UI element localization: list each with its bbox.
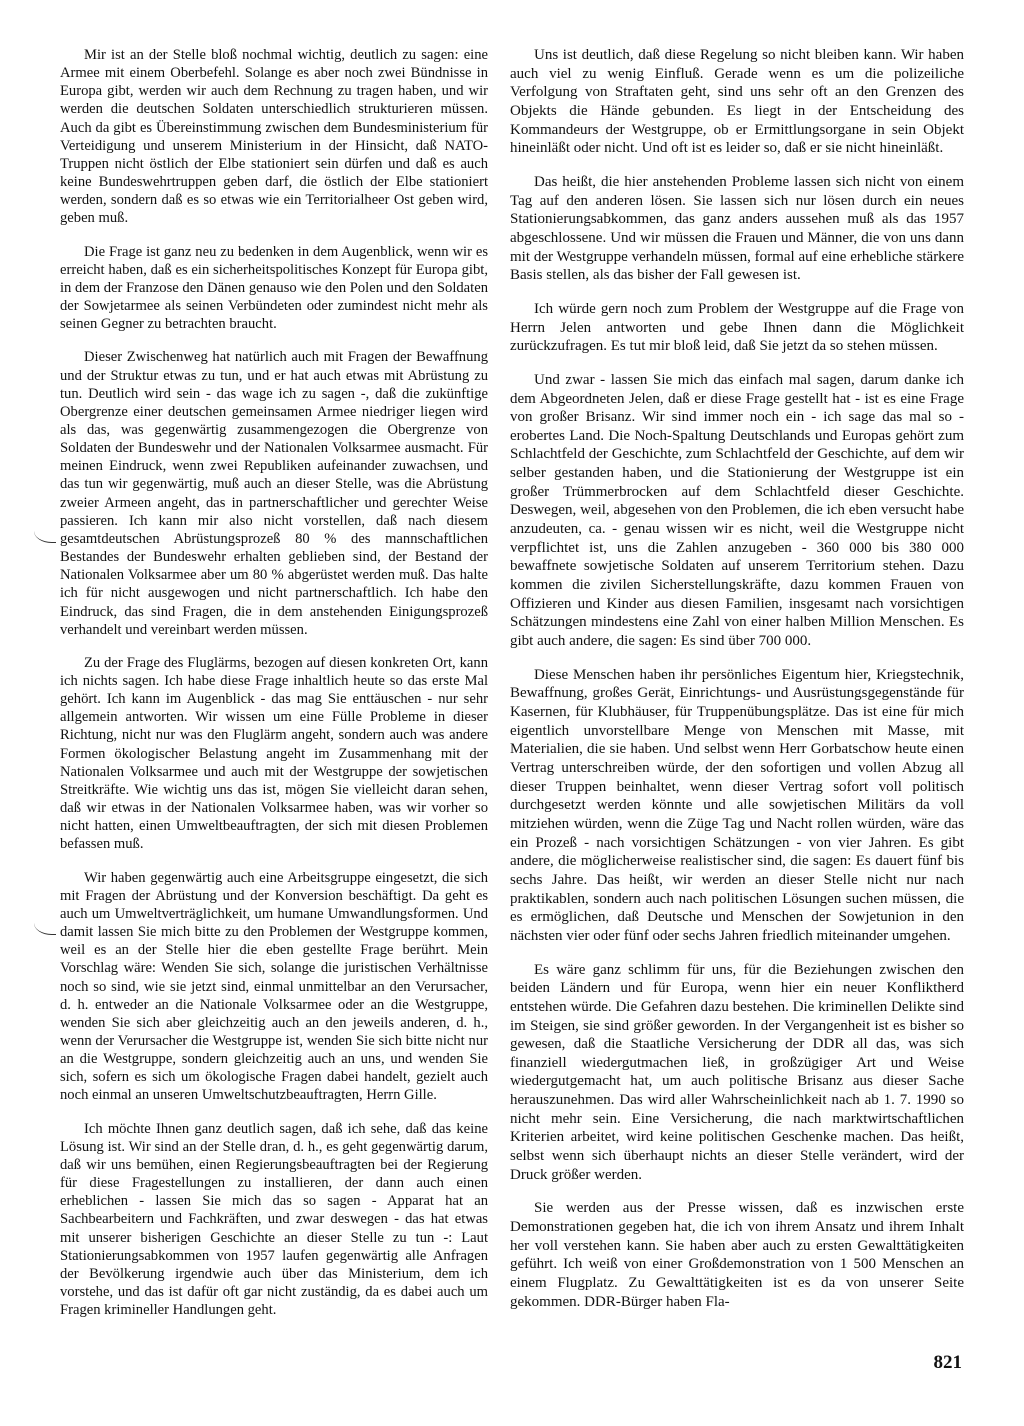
paragraph: Mir ist an der Stelle bloß nochmal wichtig, deutlich zu sagen: eine Armee mit einem Oberbefehl. Solange es aber noch zwei Bündnisse in Europa gibt, werden wir auch dem Rechnung zu tragen haben, und wir werden die deutschen Soldaten unterschiedlich strukturieren müssen. Auch da gibt es Übereinstimmung zwischen dem Bundesministerium für Verteidigung und unserem Ministerium in der Hinsicht, daß NATO-Truppen nicht östlich der Elbe stationiert sein dürfen und daß es auch keine Bundeswehrtruppen geben darf, die östlich der Elbe stationiert werden, sondern daß es so etwas wie ein Territorialheer Ost geben wird, geben muß. [60,47,488,227]
paragraph: Die Frage ist ganz neu zu bedenken in dem Augenblick, wenn wir es erreicht haben, daß es ein sicherheitspolitisches Konzept für Europa gibt, in dem der Franzose den Dänen genauso wie den Polen und den Soldaten der Sowjetarmee als seinen Verbündeten oder zumindest nicht mehr als seinen Gegner zu betrachten braucht. [60,243,488,333]
paragraph: Uns ist deutlich, daß diese Regelung so nicht bleiben kann. Wir haben auch viel zu wenig Einfluß. Gerade wenn es um die polizeiliche Verfolgung von Straftaten geht, sind uns sehr oft an den Grenzen des Objekts die Hände gebunden. Es liegt in der Entscheidung des Kommandeurs der Westgruppe, ob er Ermittlungsorgane in sein Objekt hineinläßt oder nicht. Und oft ist es leider so, daß er sie nicht hineinläßt. [510,47,964,157]
paragraph: Es wäre ganz schlimm für uns, für die Beziehungen zwischen den beiden Ländern und für Europa, wenn hier ein neuer Konfliktherd entstehen würde. Die Gefahren dazu bestehen. Die kriminellen Delikte sind im Steigen, sie sind größer geworden. In der Vergangenheit ist es bisher so gewesen, daß die Staatliche Versicherung der DDR all das, was sich finanziell wiedergutmachen ließ, in großzügiger Art und Weise wiedergutgemacht hat, um auch politische Brisanz aus dieser Sache herauszunehmen. Das wird aller Wahrscheinlichkeit nach ab 1. 7. 1990 so nicht mehr sein. Eine Versicherung, die nach marktwirtschaftlichen Kriterien arbeitet, wird keine politischen Geschenke machen. Das heißt, selbst wenn sich überhaupt nichts an dieser Stelle verändert, wird der Druck größer werden. [510,961,964,1183]
paragraph: Wir haben gegenwärtig auch eine Arbeitsgruppe eingesetzt, die sich mit Fragen der Abrüstung und der Konversion beschäftigt. Da geht es auch um Umweltverträglichkeit, um humane Umwandlungsformen. Und damit lassen Sie mich bitte zu den Problemen der Westgruppe kommen, weil es an der Stelle hier die eben gestellte Frage berührt. Mein Vorschlag wäre: Wenden Sie sich, solange die juristischen Verhältnisse noch so sind, wie sie jetzt sind, einmal unmittelbar an den Verursacher, d. h. entweder an die Nationale Volksarmee oder an die Westgruppe, wenden Sie sich aber gleichzeitig auch an den jeweils anderen, d. h., wenn der Verursacher die Westgruppe ist, wenden Sie sich bitte nicht nur an die Westgruppe, sondern gleichzeitig auch an uns, und wenden Sie sich, sofern es sich um ökologische Fragen dabei handelt, gezielt auch noch einmal an unseren Umweltschutzbeauftragten, Herrn Gille. [60,869,488,1104]
left-column [60,46,488,1334]
paragraph: Ich möchte Ihnen ganz deutlich sagen, daß ich sehe, daß das keine Lösung ist. Wir sind an der Stelle dran, d. h., es geht gegenwärtig darum, daß wir uns bemühen, einen Regierungsbeauftragten bei der Regierung für diese Fragestellungen zu installieren, der dann auch einen erheblichen - lassen Sie mich das so sagen - Apparat hat an Sachbearbeitern und Fachkräften, und zwar deswegen - das hat etwas mit unserer bisherigen Geschichte an dieser Stelle zu tun -: Laut Stationierungsabkommen von 1957 laufen gegenwärtig alle Anfragen der Bevölkerung irgendwie auch über das Ministerium, dem ich vorstehe, und das ist dafür oft gar nicht zuständig, da es dabei auch um Fragen krimineller Handlungen geht. [60,1120,488,1319]
paragraph: Diese Menschen haben ihr persönliches Eigentum hier, Kriegstechnik, Bewaffnung, großes Gerät, Einrichtungs- und Ausrüstungsgegenstände für Kasernen, für Klubhäuser, für Truppenübungsplätze. Das ist eine für mich eigentlich unvorstellbare Menge von Menschen mit Masse, mit Materialien, die sie haben. Und selbst wenn Herr Gorbatschow heute einen Vertrag unterschreiben würde, der den sofortigen und vollen Abzug all dieser Truppen beinhaltet, wenn dieser Vertrag sofort voll politisch durchgesetzt werden könnte und alle sowjetischen Militärs da voll mitziehen würden, wenn die Züge Tag und Nacht rollen würden, wäre das ein Prozeß - nach vorsichtigen Schätzungen - von vier Jahren. Es gibt andere, die möglicherweise realistischer sind, die sagen: Es dauert fünf bis sechs Jahre. Das heißt, wir werden an dieser Stelle nicht nur nach praktikablen, sondern auch nach politischen Lösungen suchen müssen, die es ermöglichen, daß Deutsche und Menschen der Sowjetunion in den nächsten vier oder fünf oder sechs Jahren friedlich miteinander umgehen. [510,666,964,944]
paragraph: Zu der Frage des Fluglärms, bezogen auf diesen konkreten Ort, kann ich nichts sagen. Ich habe diese Frage inhaltlich heute so das erste Mal gehört. Ich kann im Augenblick - das mag Sie enttäuschen - nur sehr allgemein antworten. Wir wissen um eine Fülle Probleme in dieser Richtung, nicht nur was den Fluglärm angeht, sondern auch was andere Formen ökologischer Belastung angeht im Zusammenhang mit der Nationalen Volksarmee und auch mit der Westgruppe der sowjetischen Streitkräfte. Wie wichtig uns das ist, mögen Sie vielleicht daran sehen, daß wir etwas in der Nationalen Volksarmee haben, was wir vorher so nicht hatten, einen Umweltbeauftragten, der sich mit diesen Problemen befassen muß. [60,654,488,853]
paragraph: Sie werden aus der Presse wissen, daß es inzwischen erste Demonstrationen gegeben hat, die ich von ihrem Ansatz und ihrem Inhalt her voll verstehen kann. Sie haben aber auch zu ersten Gewalttätigkeiten geführt. Ich weiß von einer Großdemonstration von 1 500 Menschen an einem Flugplatz. Zu Gewalttätigkeiten ist es da von unserer Seite gekommen. DDR-Bürger haben Fla- [510,1200,964,1310]
paragraph: Das heißt, die hier anstehenden Probleme lassen sich nicht von einem Tag auf den anderen lösen. Sie lassen sich nur lösen durch ein neues Stationierungsabkommen, das ganz anders aussehen muß als das 1957 abgeschlossene. Und wir müssen die Frauen und Männer, die von uns dann mit der Westgruppe verhandeln müssen, formal auf eine erhebliche stärkere Basis stellen, als das bisher der Fall gewesen ist. [510,173,964,284]
paragraph: Ich würde gern noch zum Problem der Westgruppe auf die Frage von Herrn Jelen antworten und gebe Ihnen dann die Möglichkeit zurückzufragen. Es tut mir bloß leid, daß Sie jetzt da so stehen müssen. [510,300,964,355]
paragraph: Dieser Zwischenweg hat natürlich auch mit Fragen der Bewaffnung und der Struktur etwas zu tun, und er hat auch etwas mit Abrüstung zu tun. Deutlich wird sein - das wage ich zu sagen -, daß die zukünftige Obergrenze einer deutschen gemeinsamen Armee niedriger liegen wird als das, was gegenwärtig zusammengezogen die Obergrenze von Soldaten der Bundeswehr und der Nationalen Volksarmee ausmacht. Für meinen Eindruck, wenn zwei Republiken aufeinander zuwachsen, und das tun wir gegenwärtig, muß auch an dieser Stelle, was die Abrüstung zweier Armeen angeht, das in partnerschaftlicher und gerechter Weise passieren. Ich kann mir also nicht vorstellen, daß nach diesem gesamtdeutschen Abrüstungsprozeß 80 % des mannschaftlichen Bestandes der Bundeswehr erhalten geblieben sind, der Bestand der Nationalen Volksarmee aber um 80 % abgerüstet werden muß. Das halte ich für nicht ausgewogen und nicht partnerschaftlich. Ich habe den Eindruck, das sind Fragen, die in dem anstehenden Einigungsprozeß verhandelt und vereinbart werden müssen. [60,349,488,638]
page-number: 821 [933,1352,962,1373]
right-column [510,46,964,1326]
pen-mark [34,528,56,543]
paragraph: Und zwar - lassen Sie mich das einfach mal sagen, darum danke ich dem Abgeordneten Jelen, daß er diese Frage gestellt hat - ist es eine Frage von großer Brisanz. Wir sind immer noch ein - ich sage das mal so - erobertes Land. Die Noch-Spaltung Deutschlands und Europas gehört zum Schlachtfeld der Geschichte, zum Schlachtfeld der Geschichte, auf dem wir selber gestanden haben, und die Stationierung der Westgruppe ist ein großer Trümmerbrocken auf dem Schlachtfeld dieser Geschichte. Deswegen, weil, abgesehen von den Problemen, die ich eben versucht habe anzudeuten, ca. - genau wissen wir es nicht, weil die Westgruppe nicht verpflichtet ist, uns die Zahlen anzugeben - 360 000 bis 380 000 bewaffnete sowjetische Soldaten auf unserem Territorium stehen. Dazu kommen die zivilen Sicherstellungskräfte, dazu kommen Frauen von Offizieren und Kinder aus diesen Familien, insgesamt nach vorsichtigen Schätzungen mindestens eine Zahl von einer halben Million Menschen. Es gibt auch andere, die sagen: Es sind über 700 000. [510,371,964,650]
pen-mark [34,920,56,935]
